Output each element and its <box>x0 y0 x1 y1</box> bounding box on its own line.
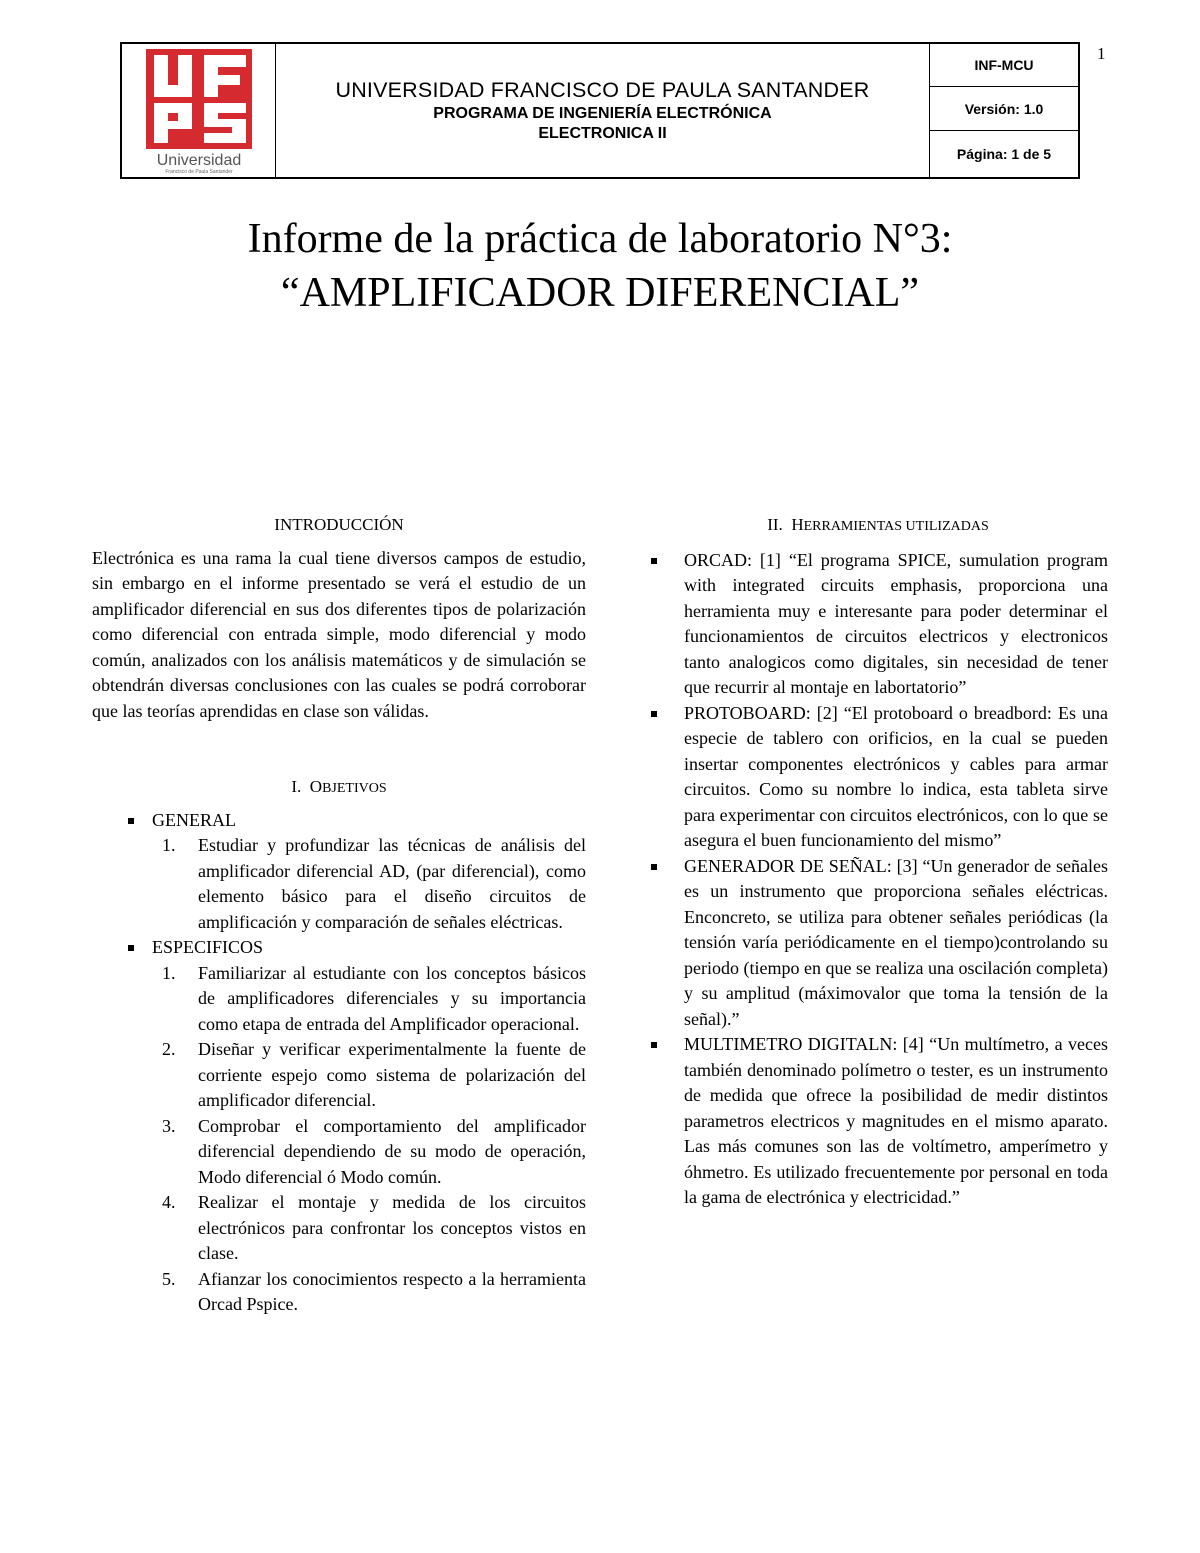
objectives-specific-group <box>92 935 586 961</box>
header-titles <box>276 44 930 177</box>
general-objectives-list <box>92 833 586 935</box>
tool-protoboard: PROTOBOARD: [2] “El protoboard o breadbord: Es una especie de tablero con orificios, en la cual se pueden insertar componentes electrónicos y cables para armar circuitos. Como su nombre lo indica, esta tableta sirve para experimentar con circuitos electrónicos, con lo que se asegura el buen funcionamiento del mismo” <box>648 701 1108 854</box>
intro-paragraph: Electrónica es una rama la cual tiene diversos campos de estudio, sin embargo en el informe presentado se verá el estudio de un amplificador diferencial en sus dos diferentes tipos de polarización como diferencial con entrada simple, modo diferencial y modo común, analizados con los análisis matemáticos y de simulación se obtendrán diversas conclusiones con las cuales se podrá corroborar que las teorías aprendidas en clase son válidas. <box>92 547 586 721</box>
intro-heading: INTRODUCCIÓN <box>274 515 404 534</box>
tools-heading-initial: H <box>791 515 804 534</box>
tools-heading-rest: ERRAMIENTAS UTILIZADAS <box>803 519 989 534</box>
list-item: 1. Familiarizar al estudiante con los conceptos básicos de amplificadores diferenciales y su importancia como etapa de entrada del Amplificador operacional. <box>162 962 586 1034</box>
objectives-heading-rest: BJETIVOS <box>322 781 387 796</box>
page-number: 1 <box>1097 44 1106 63</box>
objectives-list <box>92 808 586 834</box>
specific-label: ESPECIFICOS <box>152 937 264 957</box>
list-item: 5. Afianzar los conocimientos respecto a la herramienta Orcad Pspice. <box>162 1268 586 1314</box>
header-meta <box>930 44 1078 177</box>
report-title-line-1: Informe de la práctica de laboratorio N°3: <box>247 216 953 262</box>
report-title <box>0 212 1200 320</box>
document-code: INF-MCU <box>930 44 1078 87</box>
objectives-heading-number: I. <box>291 777 302 796</box>
document-page-count: Página: 1 de 5 <box>956 146 1052 162</box>
right-column <box>648 512 1108 1211</box>
university-name: UNIVERSIDAD FRANCISCO DE PAULA SANTANDER <box>335 78 870 102</box>
list-item: 1. Estudiar y profundizar las técnicas de análisis del amplificador diferencial AD, (par diferencial), como elemento básico para el diseño circuitos de amplificación y comparación de señales eléctricas. <box>162 835 586 932</box>
document-header <box>120 42 1080 179</box>
tools-list <box>648 548 1108 1211</box>
list-item: 4. Realizar el montaje y medida de los circuitos electrónicos para confrontar los conceptos vistos en clase. <box>162 1192 586 1263</box>
document-version: Versión: 1.0 <box>930 87 1078 131</box>
tools-heading <box>648 512 1108 540</box>
list-item: 3. Comprobar el comportamiento del amplificador diferencial dependiendo de su modo de operación, Modo diferencial ó Modo común. <box>162 1115 586 1187</box>
general-label: GENERAL <box>152 809 236 830</box>
tool-orcad: ORCAD: [1] “El programa SPICE, sumulation program with integrated circuits emphasis, proporciona una herramienta muy e interesante para poder determinar el funcionamientos de circuitos electricos y electronicos tanto analogicos como digitales, sin necesidad de tener que recurrir al montaje en labortatorio” <box>648 548 1108 701</box>
objectives-general <box>92 808 586 834</box>
svg-text:Francisco de Paula Santander: Francisco de Paula Santander <box>164 168 233 175</box>
list-item: 2. Diseñar y verificar experimentalmente la fuente de corriente espejo como sistema de polarización del amplificador diferencial. <box>162 1039 586 1110</box>
tool-multimeter: MULTIMETRO DIGITALN: [4] “Un multímetro, a veces también denominado polímetro o tester, es un instrumento de medida que ofrece la posibilidad de medir distintos parametros electricos y magnitudes en el mismo aparato. Las más comunes son las de voltímetro, amperímetro y óhmetro. Es utilizado frecuentemente por personal en toda la gama de electrónica y electricidad.” <box>648 1032 1108 1211</box>
specific-objectives-list <box>92 961 586 1318</box>
ufps-logo-mark <box>144 47 254 175</box>
objectives-heading <box>92 774 586 802</box>
left-column <box>92 512 586 1318</box>
course-name: ELECTRONICA II <box>538 125 667 142</box>
program-name: PROGRAMA DE INGENIERÍA ELECTRÓNICA <box>433 105 772 122</box>
tool-signal-generator: GENERADOR DE SEÑAL: [3] “Un generador de señales es un instrumento que proporciona señales eléctricas. Enconcreto, se utiliza para obtener señales periódicas (la tensión varía periódicamente en el tiempo)controlando su periodo (tiempo en que se realiza una oscilación completa) y su amplitud (máximovalor que toma la tensión de la señal).” <box>648 854 1108 1033</box>
report-title-line-2: “AMPLIFICADOR DIFERENCIAL” <box>280 270 920 316</box>
university-logo <box>122 44 276 177</box>
tools-heading-number: II. <box>767 515 783 534</box>
objectives-heading-initial: O <box>309 777 323 796</box>
objectives-specific <box>92 935 586 961</box>
svg-text:Universidad: Universidad <box>156 151 241 169</box>
